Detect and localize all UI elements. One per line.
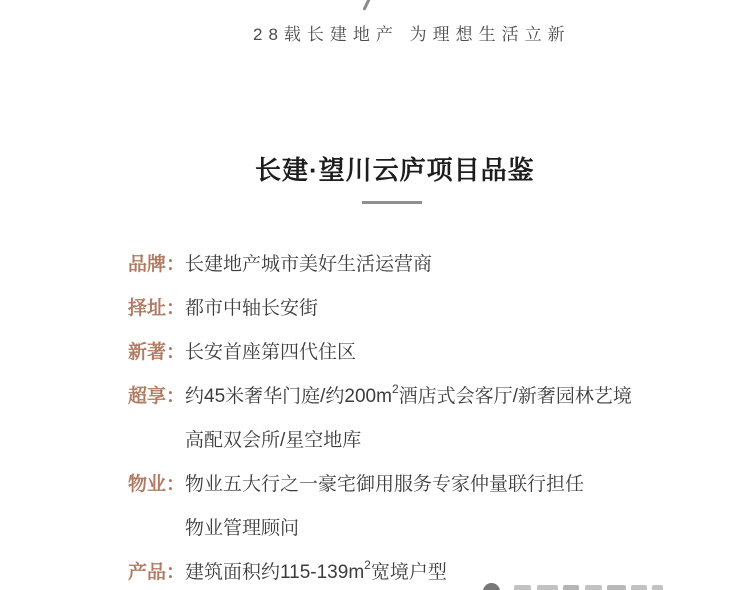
info-value-brand: 长建地产城市美好生活运营商 — [185, 253, 433, 275]
info-row-amenities — [128, 372, 730, 416]
text-post: 酒店式会客厅/新奢园林艺境 — [398, 385, 632, 407]
info-label-location: 择址： — [128, 297, 186, 319]
info-label-brand: 品牌： — [128, 253, 186, 275]
superscript-square-meters: 2 — [364, 558, 371, 573]
text-pre: 建筑面积约115-139m — [185, 561, 365, 583]
info-label-product: 产品： — [128, 561, 186, 583]
info-value-amenities-cont: 高配双会所/星空地库 — [185, 429, 362, 451]
text-post: 宽境户型 — [370, 561, 447, 583]
info-row-amenities-cont — [128, 416, 730, 460]
info-value-amenities — [185, 381, 632, 408]
info-value-property-cont: 物业管理顾问 — [185, 517, 300, 539]
info-row-location — [128, 284, 730, 328]
title-underline — [362, 201, 422, 204]
info-row-new-work — [128, 328, 730, 372]
info-row-brand — [128, 240, 730, 284]
info-label-new-work: 新著： — [128, 341, 186, 363]
project-info-list — [128, 240, 730, 590]
info-value-product — [185, 557, 447, 584]
info-row-product — [128, 548, 730, 590]
info-label-property: 物业： — [128, 473, 186, 495]
text-pre: 约45米奢华门庭/约200m — [185, 385, 392, 407]
info-row-property — [128, 460, 730, 504]
info-value-property: 物业五大行之一豪宅御用服务专家仲量联行担任 — [185, 473, 585, 495]
superscript-square-meters: 2 — [391, 382, 399, 397]
info-value-location: 都市中轴长安街 — [185, 297, 319, 319]
info-row-property-cont — [128, 504, 730, 548]
info-label-amenities: 超享： — [128, 385, 186, 407]
brand-tagline: 28载长建地产 为理想生活立新 — [253, 25, 571, 44]
info-value-new-work: 长安首座第四代住区 — [185, 341, 357, 363]
logo-stroke-icon — [362, 0, 372, 11]
page-title: 长建·望川云庐项目品鉴 — [255, 155, 535, 185]
